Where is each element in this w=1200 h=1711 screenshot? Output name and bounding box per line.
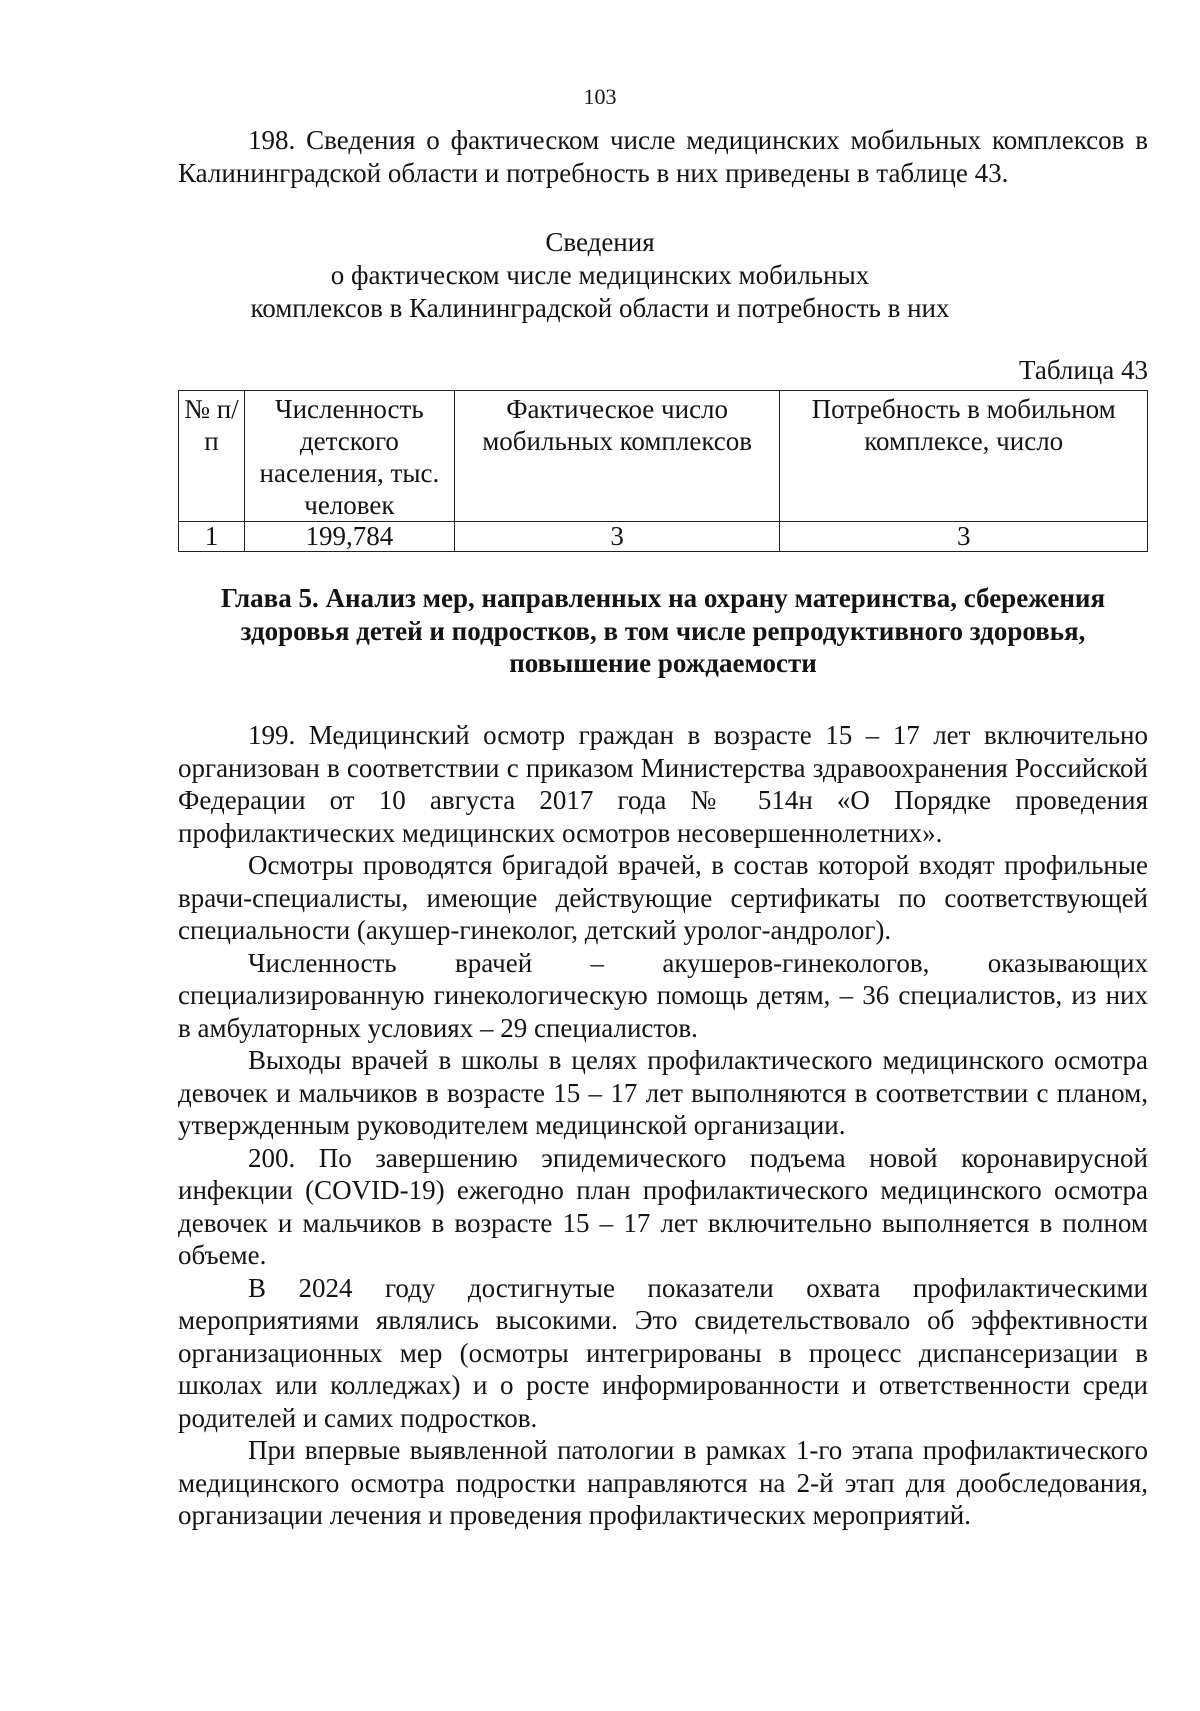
table-title-line-1: Сведения	[545, 227, 655, 257]
page-number: 103	[583, 84, 617, 109]
paragraph-pathology: При впервые выявленной патологии в рамках 1-го этапа профилактического медицинского осмотра подростки направляются на 2-й этап для дообследования, организации лечения и проведения профилактических мероприятий.	[178, 1435, 1148, 1530]
table-title	[0, 226, 1200, 325]
header-actual-complexes: Фактическое число мобильных комплексов	[454, 391, 780, 522]
paragraph-200: 200. По завершению эпидемического подъема новой коронавирусной инфекции (COVID-19) ежегодно план профилактического медицинского осмотра девочек и мальчиков в возрасте 15 – 17 лет включительно выполняется в полном объеме.	[178, 1142, 1148, 1270]
chapter-heading: Глава 5. Анализ мер, направленных на охрану материнства, сбережения здоровья детей и подростков, в том числе репродуктивного здоровья, повышение рождаемости	[220, 583, 1106, 678]
paragraph-exam-team: Осмотры проводятся бригадой врачей, в состав которой входят профильные врачи-специалисты, имеющие действующие сертификаты по соответствующей специальности (акушер-гинеколог, детский уролог-андролог).	[178, 850, 1148, 945]
paragraph-199: 199. Медицинский осмотр граждан в возрасте 15 – 17 лет включительно организован в соответствии с приказом Министерства здравоохранения Российской Федерации от 10 августа 2017 года № 514н «О Порядке проведения профилактических медицинских осмотров несовершеннолетних».	[178, 720, 1148, 848]
header-child-population: Численность детского населения, тыс. человек	[244, 391, 454, 522]
table-cell: 3	[454, 522, 780, 552]
table-title-line-3: комплексов в Калининградской области и потребность в них	[250, 293, 950, 323]
table-cell: 3	[780, 522, 1148, 552]
table-header-row	[179, 391, 1148, 522]
paragraph-2024-results: В 2024 году достигнутые показатели охвата профилактическими мероприятиями являлись высокими. Это свидетельствовало об эффективности организационных мер (осмотры интегрированы в процесс диспансеризации в школах или колледжах) и о росте информированности и ответственности среди родителей и самих подростков.	[178, 1272, 1148, 1433]
table-row	[179, 522, 1148, 552]
table-cell: 1	[179, 522, 245, 552]
paragraph-doctor-count: Численность врачей – акушеров-гинекологов, оказывающих специализированную гинекологическую помощь детям, – 36 специалистов, из них в амбулаторных условиях – 29 специалистов.	[178, 947, 1148, 1043]
intro-paragraph: 198. Сведения о фактическом числе медицинских мобильных комплексов в Калининградской области и потребность в них приведены в таблице 43.	[178, 125, 1148, 188]
header-number: № п/п	[179, 391, 245, 522]
header-need-complexes: Потребность в мобильном комплексе, число	[780, 391, 1148, 522]
table-cell: 199,784	[244, 522, 454, 552]
paragraph-school-visits: Выходы врачей в школы в целях профилактического медицинского осмотра девочек и мальчиков в возрасте 15 – 17 лет выполняются в соответствии с планом, утвержденным руководителем медицинской организации.	[178, 1045, 1148, 1140]
table-title-line-2: о фактическом числе медицинских мобильных	[330, 260, 870, 290]
main-text	[178, 719, 1148, 1532]
intro-section	[178, 124, 1148, 189]
table-caption: Таблица 43	[1019, 355, 1148, 385]
data-table	[178, 390, 1148, 552]
